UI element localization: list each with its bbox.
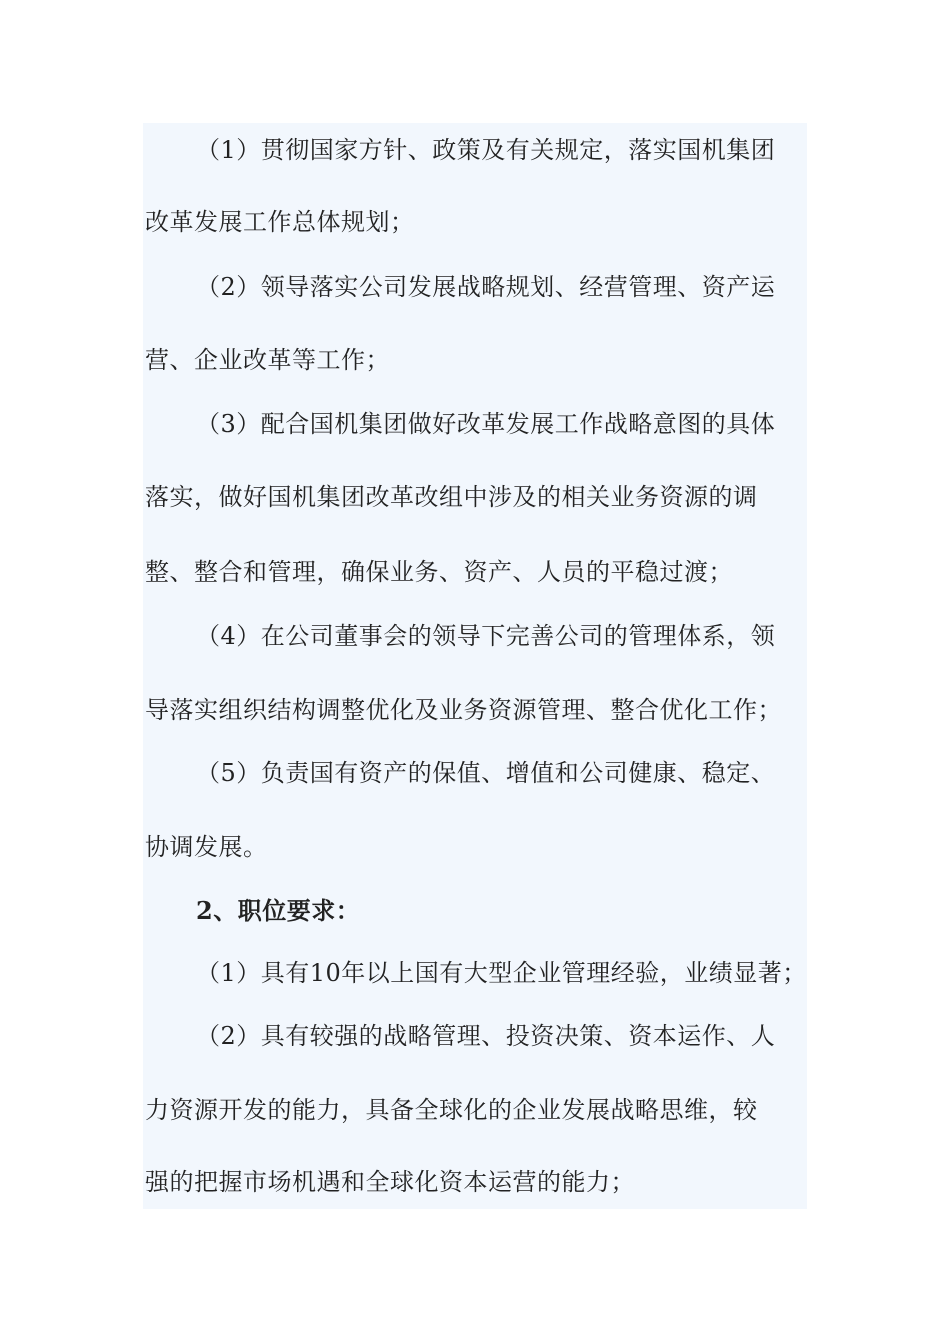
duty-item-3-line-2: 落实，做好国机集团改革改组中涉及的相关业务资源的调 [145, 483, 758, 511]
duty-item-5-line-1: （5）负责国有资产的保值、增值和公司健康、稳定、 [196, 759, 776, 787]
section-heading-job-requirements: 2、职位要求： [196, 896, 361, 925]
duty-item-4-line-2: 导落实组织结构调整优化及业务资源管理、整合优化工作； [145, 696, 782, 724]
duty-item-3-line-1: （3）配合国机集团做好改革发展工作战略意图的具体 [196, 410, 776, 438]
duty-item-2-line-1: （2）领导落实公司发展战略规划、经营管理、资产运 [196, 273, 776, 301]
duty-item-4-line-1: （4）在公司董事会的领导下完善公司的管理体系，领 [196, 622, 776, 650]
requirement-item-2-line-3: 强的把握市场机遇和全球化资本运营的能力； [145, 1168, 635, 1196]
duty-item-3-line-3: 整、整合和管理，确保业务、资产、人员的平稳过渡； [145, 558, 733, 586]
duty-item-1-line-2: 改革发展工作总体规划； [145, 208, 415, 236]
duty-item-5-line-2: 协调发展。 [145, 833, 268, 861]
duty-item-1-line-1: （1）贯彻国家方针、政策及有关规定，落实国机集团 [196, 136, 776, 164]
duty-item-2-line-2: 营、企业改革等工作； [145, 346, 390, 374]
requirement-item-2-line-1: （2）具有较强的战略管理、投资决策、资本运作、人 [196, 1022, 776, 1050]
requirement-item-1: （1）具有10年以上国有大型企业管理经验，业绩显著； [196, 959, 807, 987]
requirement-item-2-line-2: 力资源开发的能力，具备全球化的企业发展战略思维，较 [145, 1096, 758, 1124]
